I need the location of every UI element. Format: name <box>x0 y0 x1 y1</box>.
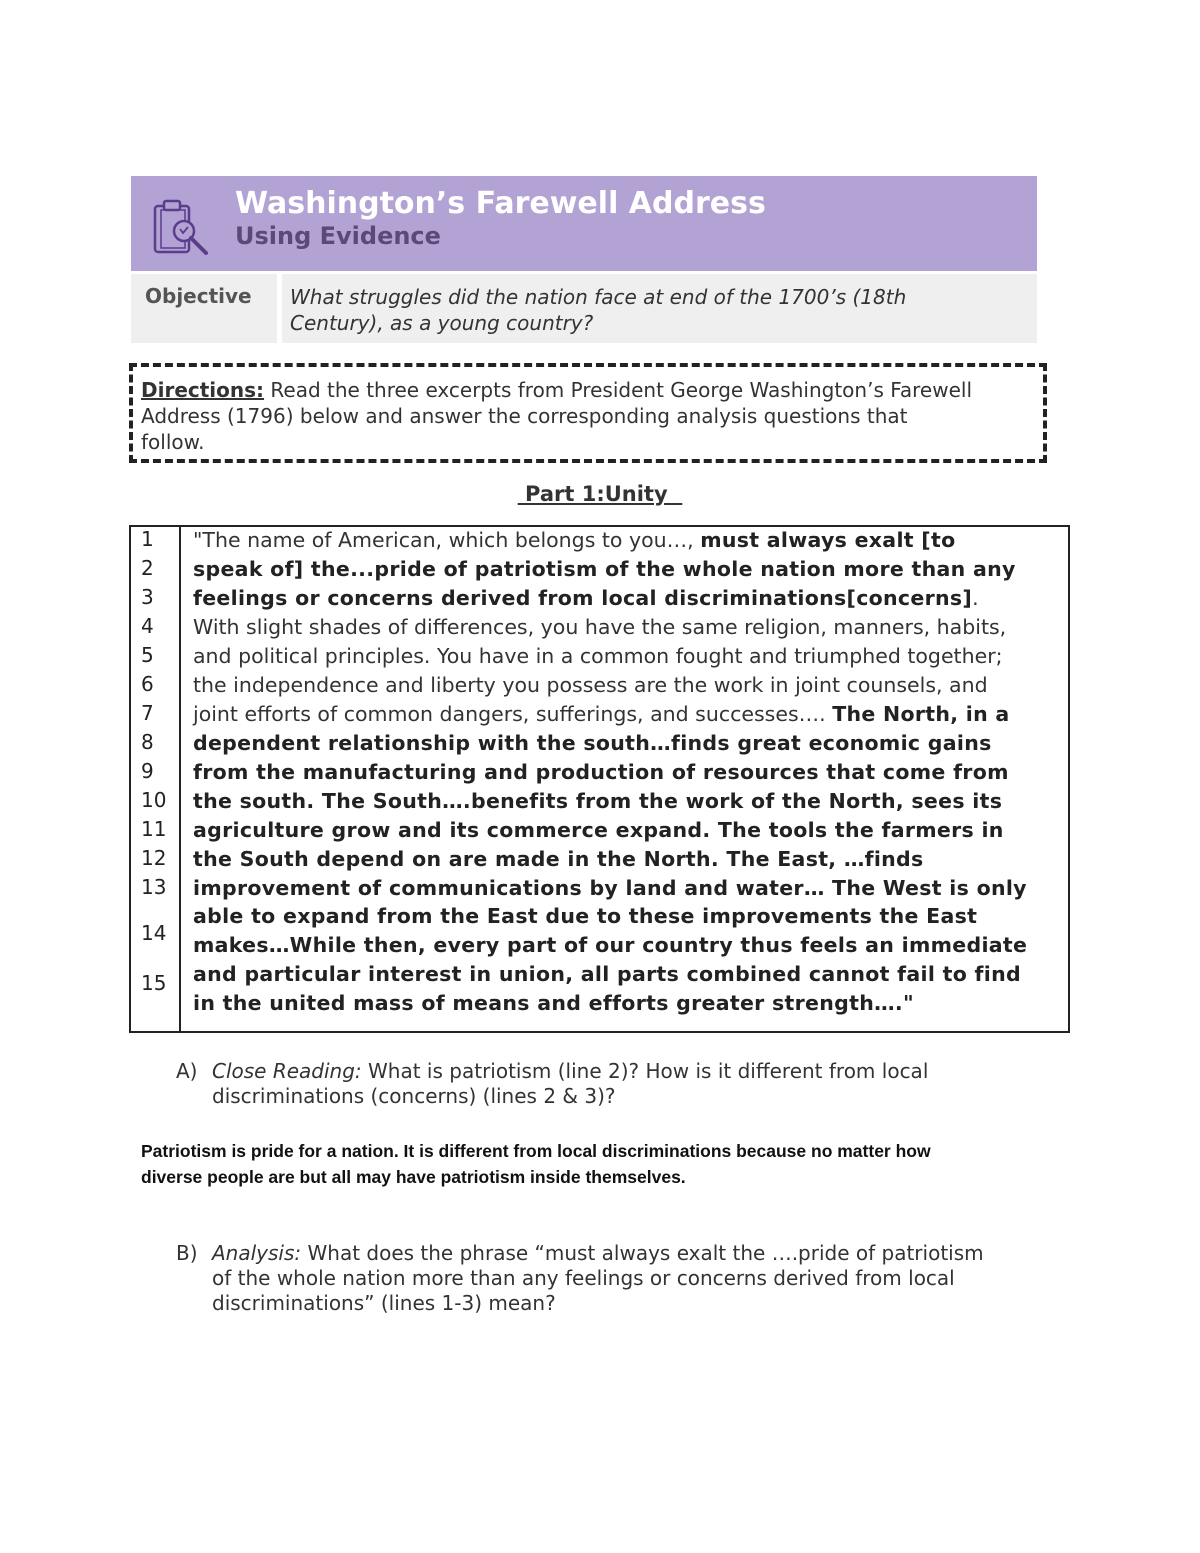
excerpt-line: feelings or concerns derived from local discriminations[concerns]. <box>193 586 979 610</box>
excerpt-line: in the united mass of means and efforts greater strength…." <box>193 991 914 1015</box>
line-number: 6 <box>141 672 154 696</box>
line-number: 10 <box>141 788 167 812</box>
line-number: 5 <box>141 643 154 667</box>
directions-line-3: follow. <box>141 430 205 454</box>
excerpt-line: joint efforts of common dangers, sufferings, and successes…. The North, in a <box>193 702 1010 726</box>
line-number: 15 <box>141 971 167 995</box>
line-number: 8 <box>141 730 154 754</box>
line-number: 2 <box>141 556 154 580</box>
excerpt-line: the south. The South….benefits from the work of the North, sees its <box>193 789 1003 813</box>
question-b-text: Analysis: What does the phrase “must always exalt the ….pride of patriotism of the whole nation more than any feelings or concerns derived from local discriminations” (lines 1-3) mean? <box>212 1241 984 1315</box>
excerpt-line: "The name of American, which belongs to you…, must always exalt [to <box>193 528 956 552</box>
line-number: 11 <box>141 817 167 841</box>
objective-line-2: Century), as a young country? <box>290 311 594 335</box>
excerpt-line: the independence and liberty you possess are the work in joint counsels, and <box>193 673 988 697</box>
line-number: 1 <box>141 527 154 551</box>
excerpt-line: speak of] the...pride of patriotism of the whole nation more than any <box>193 557 1016 581</box>
excerpt-line: and particular interest in union, all parts combined cannot fail to find <box>193 962 1021 986</box>
line-number-column <box>131 527 181 1031</box>
excerpt-line: the South depend on are made in the North. The East, …finds <box>193 847 924 871</box>
answer-a-line-2: diverse people are but all may have patriotism inside themselves. <box>141 1167 686 1187</box>
line-number: 13 <box>141 875 167 899</box>
objective-label: Objective <box>131 274 277 343</box>
directions-box <box>129 363 1047 463</box>
directions-line-2: Address (1796) below and answer the corresponding analysis questions that <box>141 404 908 428</box>
excerpt-line: and political principles. You have in a common fought and triumphed together; <box>193 644 1003 668</box>
excerpt-line: makes…While then, every part of our country thus feels an immediate <box>193 933 1028 957</box>
line-number: 7 <box>141 701 154 725</box>
question-b-letter: B) <box>176 1241 198 1265</box>
part-heading: Part 1:Unity <box>517 482 683 506</box>
excerpt-table <box>129 525 1070 1033</box>
excerpt-line: dependent relationship with the south…finds great economic gains <box>193 731 992 755</box>
line-number: 14 <box>141 921 167 945</box>
line-number: 9 <box>141 759 154 783</box>
clipboard-magnifier-icon <box>151 198 213 258</box>
objective-text <box>282 274 1037 343</box>
directions-label: Directions: <box>141 378 265 402</box>
line-number: 4 <box>141 614 154 638</box>
excerpt-line: from the manufacturing and production of resources that come from <box>193 760 1009 784</box>
excerpt-line: able to expand from the East due to these improvements the East <box>193 904 978 928</box>
header-banner <box>131 176 1037 271</box>
answer-a-line-1: Patriotism is pride for a nation. It is different from local discriminations because no matter how <box>141 1141 931 1161</box>
directions-line-1: Directions: Read the three excerpts from President George Washington’s Farewell <box>141 378 973 402</box>
page-subtitle: Using Evidence <box>235 222 441 250</box>
question-a-letter: A) <box>176 1059 198 1083</box>
line-number: 3 <box>141 585 154 609</box>
question-a-text: Close Reading: What is patriotism (line 2)? How is it different from local discriminations (concerns) (lines 2 & 3)? <box>212 1059 929 1108</box>
objective-line-1: What struggles did the nation face at end of the 1700’s (18th <box>290 285 907 309</box>
excerpt-line: improvement of communications by land and water… The West is only <box>193 876 1027 900</box>
line-number: 12 <box>141 846 167 870</box>
excerpt-line: agriculture grow and its commerce expand. The tools the farmers in <box>193 818 1004 842</box>
excerpt-line: With slight shades of differences, you have the same religion, manners, habits, <box>193 615 1007 639</box>
page-title: Washington’s Farewell Address <box>235 186 766 221</box>
answer-a <box>141 1138 1041 1190</box>
